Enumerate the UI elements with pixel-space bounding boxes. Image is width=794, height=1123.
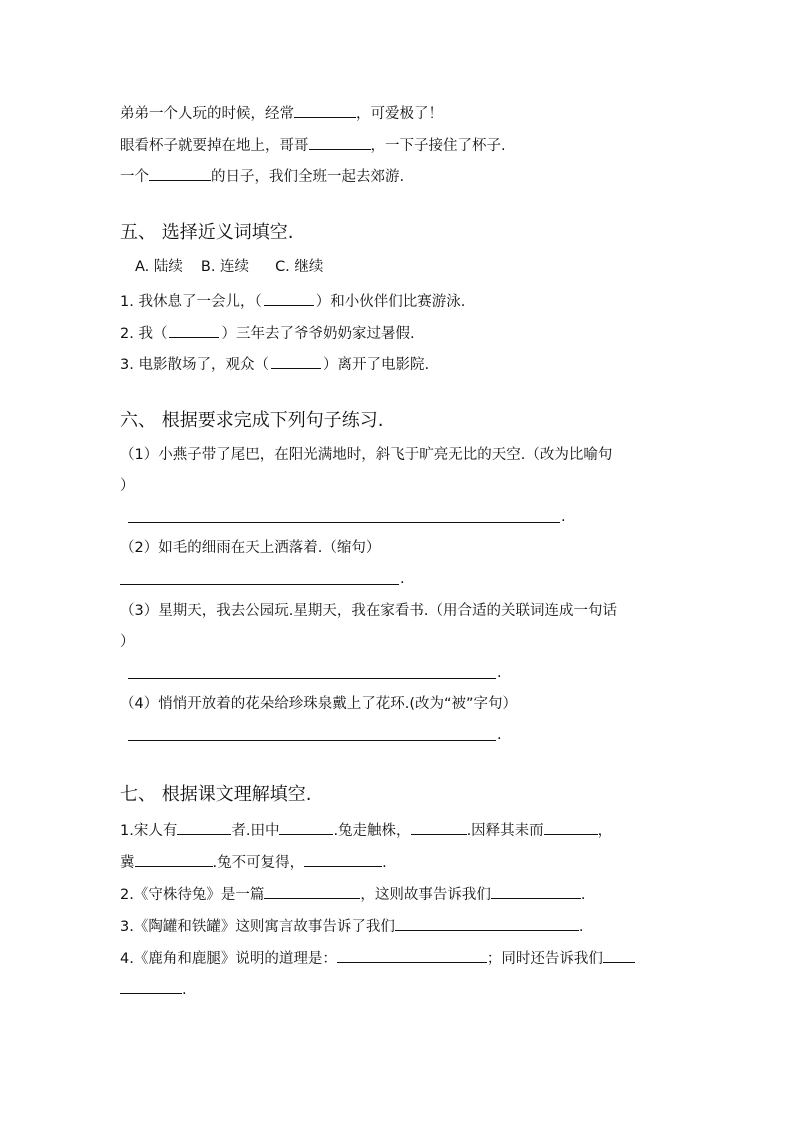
fill-blank[interactable] — [491, 885, 581, 899]
question-text: 3. 电影散场了，观众（ — [120, 357, 269, 373]
sentence-text: 眼看杯子就要掉在地上，哥哥 — [120, 138, 309, 154]
sentence-text: 弟弟一个人玩的时候，经常 — [120, 106, 294, 122]
comprehension-1-cont — [120, 853, 387, 871]
fill-blank[interactable] — [177, 821, 231, 835]
section-7-heading: 七、 根据课文理解填空. — [120, 784, 312, 805]
section-6-heading: 六、 根据要求完成下列句子练习. — [120, 410, 384, 431]
answer-line-1[interactable] — [128, 522, 560, 523]
question-text: ， — [597, 823, 613, 839]
fill-blank[interactable] — [279, 821, 333, 835]
answer-period: . — [497, 727, 502, 743]
choice-question-1 — [120, 292, 465, 310]
question-text: 1.宋人有 — [120, 823, 178, 839]
question-text: 1. 我休息了一会儿，（ — [120, 294, 262, 310]
fill-blank[interactable] — [149, 167, 211, 181]
question-text: . — [578, 919, 584, 935]
answer-period: . — [561, 509, 566, 525]
exercise-2-text: （2）如毛的细雨在天上洒落着.（缩句） — [120, 540, 381, 556]
fill-blank[interactable] — [395, 917, 579, 931]
paren-blank[interactable] — [169, 324, 219, 338]
comprehension-3 — [120, 917, 583, 935]
fill-blank[interactable] — [337, 949, 487, 963]
question-text: . — [580, 887, 586, 903]
fill-blank[interactable] — [294, 104, 356, 118]
answer-line-4[interactable] — [128, 740, 496, 741]
question-text: 者.田中 — [231, 823, 280, 839]
question-text: 4.《鹿角和鹿腿》说明的道理是： — [120, 951, 337, 967]
sentence-text: ，一下子接住了杯子. — [370, 138, 506, 154]
choice-question-3 — [120, 355, 429, 373]
answer-line-2[interactable] — [120, 584, 399, 585]
exercise-3-text-end: ） — [120, 634, 135, 650]
question-text: 冀 — [120, 855, 135, 871]
option-b: B. 连续 — [200, 259, 250, 275]
comprehension-2 — [120, 885, 585, 903]
question-text: 3.《陶罐和铁罐》这则寓言故事告诉了我们 — [120, 919, 395, 935]
sentence-text: 一个 — [120, 169, 149, 185]
fill-sentence-3 — [120, 167, 404, 185]
fill-sentence-2 — [120, 136, 506, 154]
question-text: . — [382, 855, 387, 871]
fill-blank[interactable] — [120, 980, 182, 994]
word-options — [135, 260, 323, 275]
exercise-3-text: （3）星期天，我去公园玩.星期天，我在家看书.（用合适的关联词连成一句话 — [120, 603, 617, 619]
comprehension-4-cont — [120, 980, 187, 998]
answer-line-3[interactable] — [128, 678, 496, 679]
question-text: ）三年去了爷爷奶奶家过暑假. — [221, 326, 415, 342]
fill-blank[interactable] — [544, 821, 598, 835]
question-text: ）离开了电影院. — [322, 357, 430, 373]
question-text: ；同时还告诉我们 — [486, 951, 603, 967]
sentence-text: 的日子，我们全班一起去郊游. — [211, 169, 405, 185]
question-text: .兔不可复得， — [212, 855, 305, 871]
sentence-text: ，可爱极了！ — [356, 106, 443, 122]
question-text: 2. 我（ — [120, 326, 168, 342]
comprehension-4 — [120, 949, 635, 967]
option-a: A. 陆续 — [135, 259, 183, 275]
option-c: C. 继续 — [275, 259, 324, 275]
fill-blank[interactable] — [264, 885, 360, 899]
exercise-1-text-end: ） — [120, 478, 135, 494]
fill-blank[interactable] — [411, 821, 467, 835]
fill-blank[interactable] — [309, 136, 371, 150]
fill-blank[interactable] — [304, 853, 382, 867]
paren-blank[interactable] — [264, 292, 314, 306]
question-text: 2.《守株待兔》是一篇 — [120, 887, 265, 903]
fill-sentence-1 — [120, 104, 443, 122]
choice-question-2 — [120, 324, 415, 342]
question-text: ）和小伙伴们比赛游泳. — [315, 294, 466, 310]
exercise-4-text: （4）悄悄开放着的花朵给珍珠泉戴上了花环.(改为“被”字句） — [120, 696, 518, 712]
fill-blank[interactable] — [135, 853, 213, 867]
section-5-heading: 五、 选择近义词填空. — [120, 222, 294, 243]
exercise-1-text: （1）小燕子带了尾巴，在阳光满地时，斜飞于旷亮无比的天空.（改为比喻句 — [120, 447, 613, 463]
paren-blank[interactable] — [271, 355, 321, 369]
answer-period: . — [400, 571, 405, 587]
fill-blank[interactable] — [603, 949, 635, 963]
answer-period: . — [497, 665, 502, 681]
question-text: . — [182, 982, 187, 998]
question-text: .兔走触株， — [333, 823, 411, 839]
question-text: ，这则故事告诉我们 — [360, 887, 491, 903]
comprehension-1 — [120, 821, 612, 839]
question-text: .因释其耒而 — [466, 823, 544, 839]
